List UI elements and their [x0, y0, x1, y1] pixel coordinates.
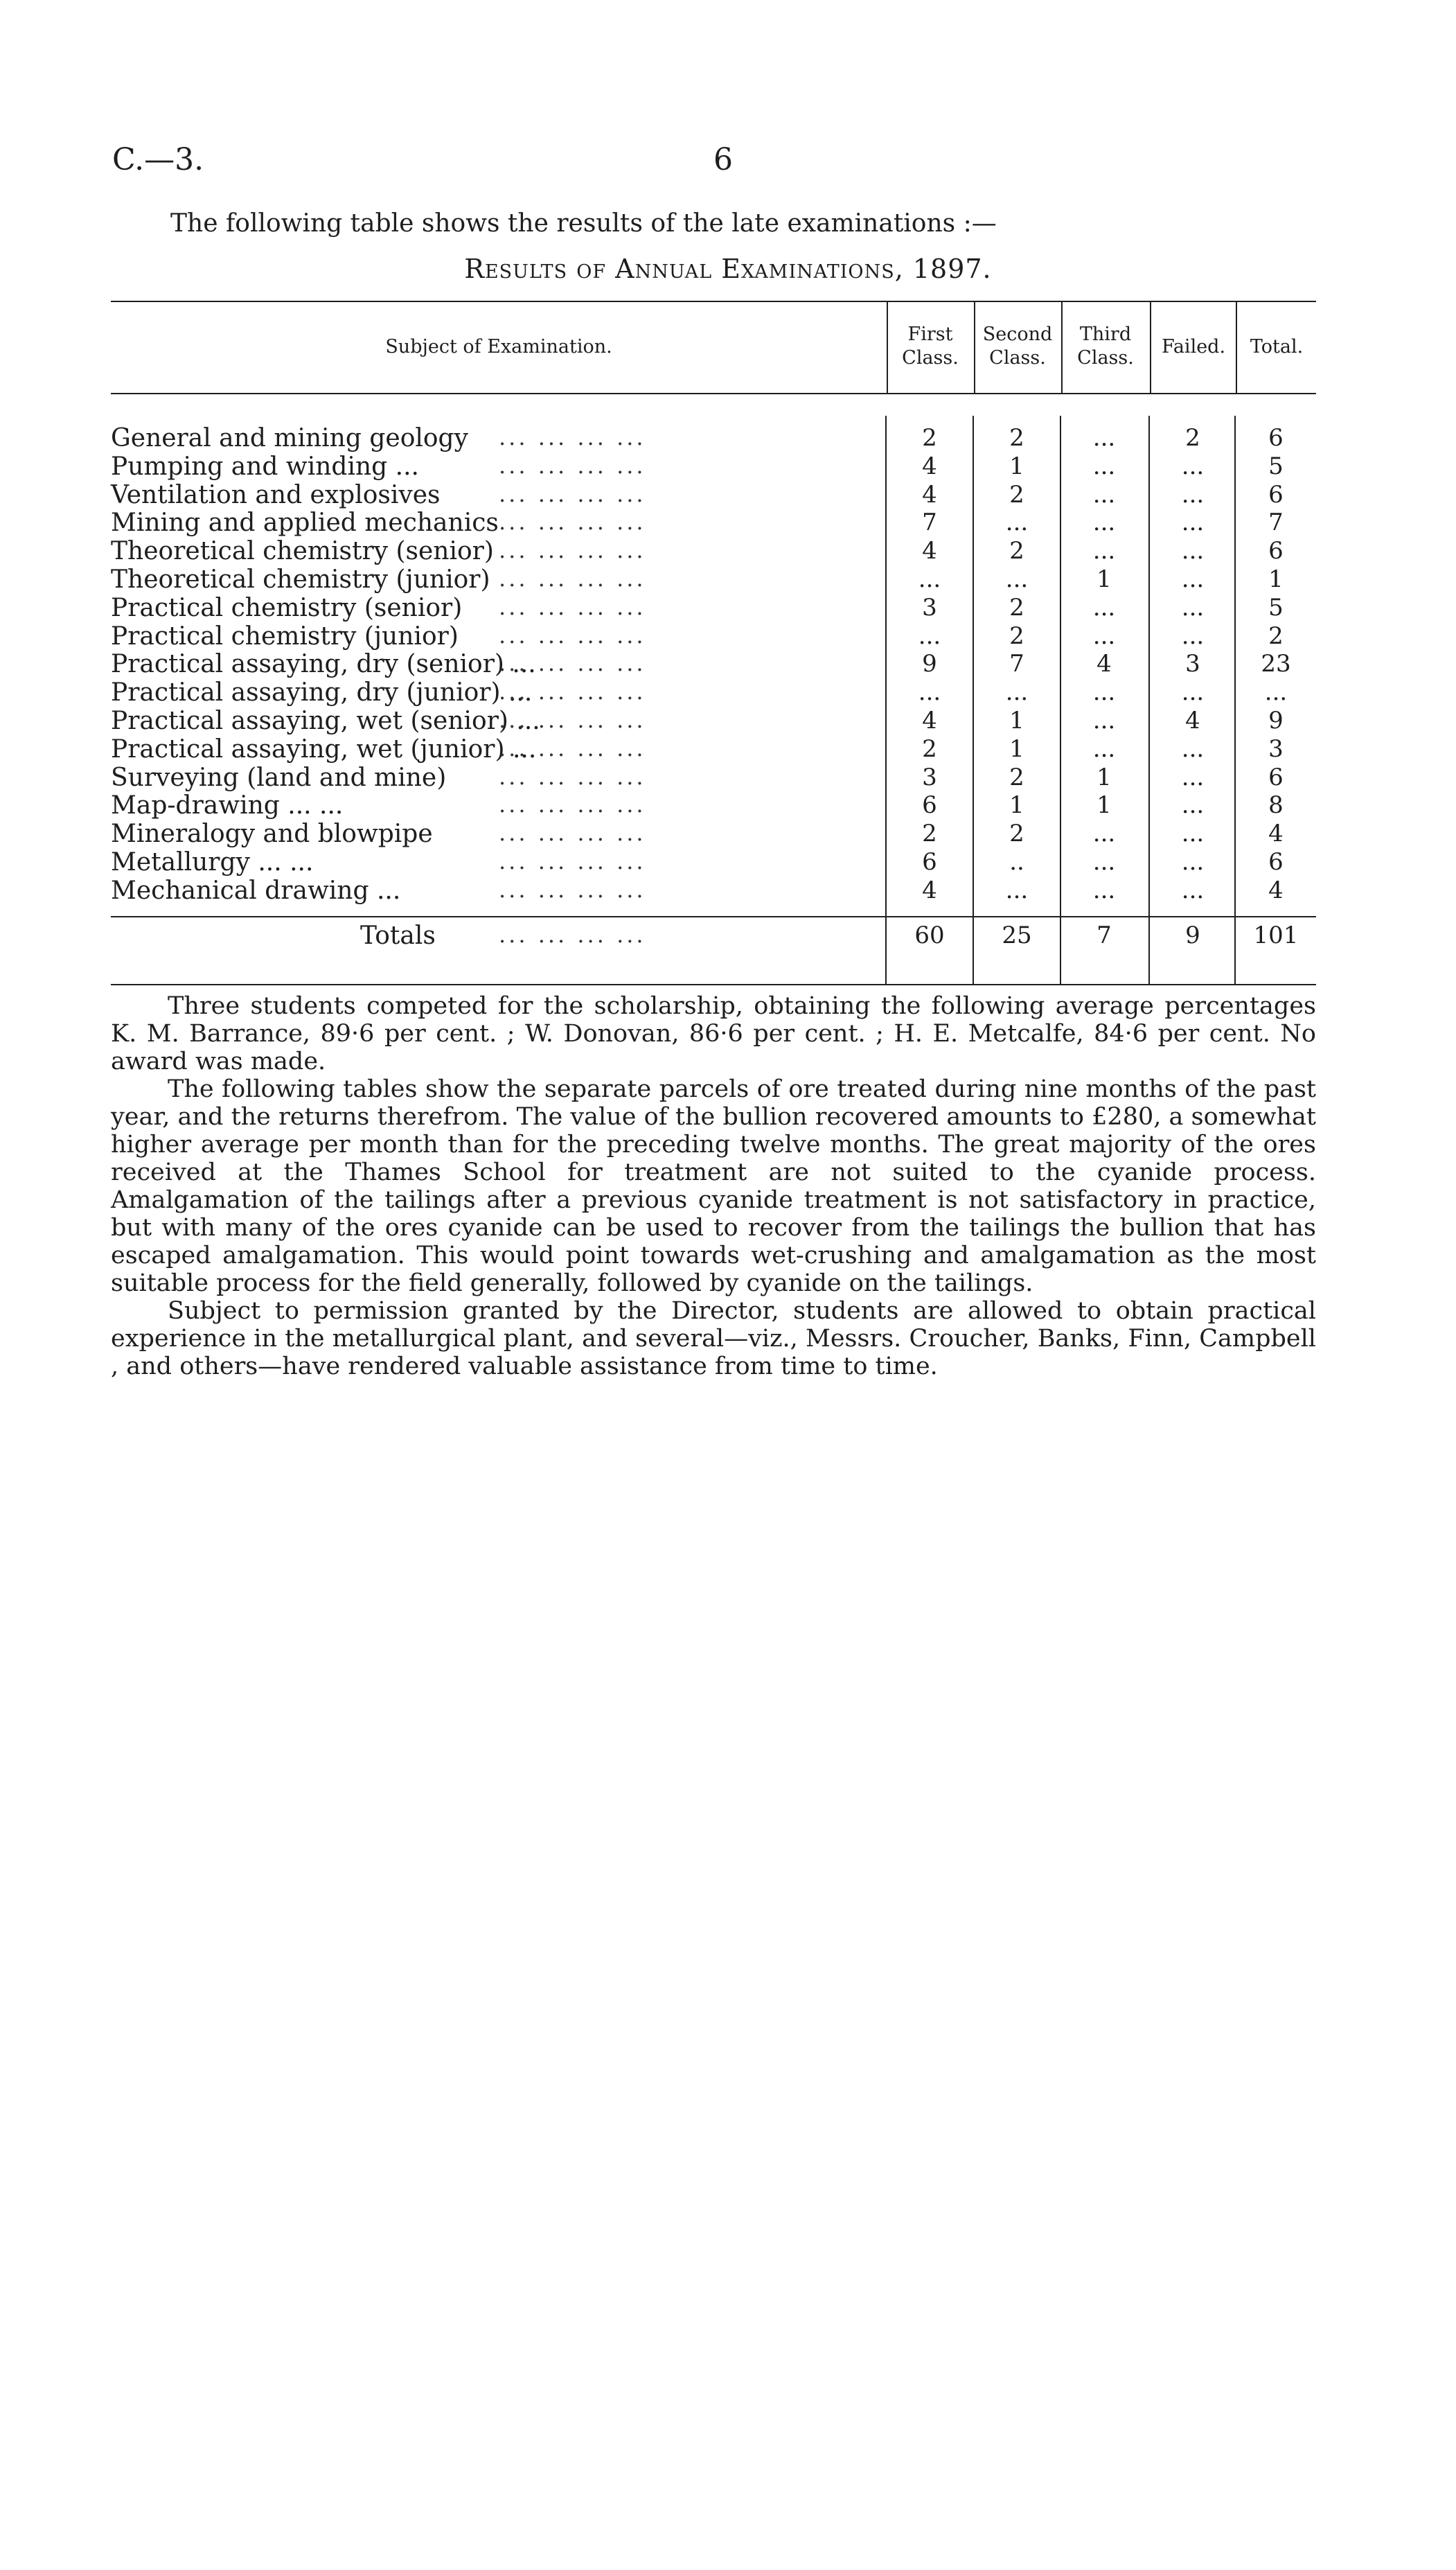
totals-top-rule: [111, 916, 1316, 917]
header-second-class: Second Class.: [982, 324, 1053, 369]
third-class-cell: ...: [1092, 509, 1116, 537]
second-class-cell: 2: [1009, 763, 1024, 791]
subject-cell: Practical assaying, dry (senior) ...: [111, 650, 536, 679]
subject-cell: Mechanical drawing ...: [111, 876, 401, 905]
table-row: [111, 424, 1316, 452]
second-class-cell: 2: [1009, 424, 1024, 452]
third-class-cell: ...: [1092, 848, 1116, 876]
third-class-cell: ...: [1092, 876, 1116, 904]
subject-cell: General and mining geology: [111, 424, 468, 452]
table-row: [111, 707, 1316, 734]
leader-dots: ... ... ... ...: [499, 424, 646, 450]
first-class-cell: 4: [922, 707, 937, 734]
document-reference: C.—3.: [112, 142, 204, 177]
second-class-cell: ...: [1005, 678, 1029, 707]
table-row: [111, 509, 1316, 536]
failed-cell: ...: [1181, 509, 1205, 537]
subject-cell: Practical assaying, wet (junior) ...: [111, 734, 537, 764]
totals-total: 101: [1253, 922, 1299, 949]
paragraph-ore-treatment: The following tables show the separate parcels of ore treated during nine months of the past year, and the returns therefrom. The value of the bullion recovered amounts to £280, a somewhat higher average per month than for the preceding twelve months. The great majority of the ores received at the Thames School for treatment are not suited to the cyanide process. Amalgamation of the tailings after a previous cyanide treatment is not satisfactory in practice, but with many of the ores cyanide can be used to recover from the tailings the bullion that has escaped amalgamation. This would point towards wet-crushing and amalgamation as the most suitable process for the field generally, followed by cyanide on the tailings.: [111, 1075, 1316, 1297]
leader-dots: ... ... ... ...: [499, 537, 646, 564]
first-class-cell: 2: [922, 424, 937, 452]
third-class-cell: ...: [1092, 820, 1116, 848]
totals-label: Totals: [360, 922, 436, 950]
table-title: Results of Annual Examinations, 1897.: [464, 254, 992, 284]
total-cell: 9: [1268, 707, 1284, 734]
subject-cell: Surveying (land and mine): [111, 763, 447, 792]
second-class-cell: 7: [1009, 650, 1024, 678]
leader-dots: ... ... ... ...: [499, 763, 646, 790]
second-class-cell: 2: [1009, 593, 1024, 622]
table-row: [111, 650, 1316, 678]
first-class-cell: ...: [918, 565, 941, 593]
failed-cell: 4: [1185, 707, 1200, 734]
failed-cell: ...: [1181, 848, 1205, 876]
totals-first: 60: [914, 922, 945, 949]
failed-cell: 2: [1185, 424, 1200, 452]
total-cell: ...: [1264, 678, 1288, 707]
table-row: [111, 565, 1316, 593]
subject-cell: Practical chemistry (junior): [111, 622, 459, 651]
failed-cell: ...: [1181, 678, 1205, 707]
leader-dots: ... ... ... ...: [499, 922, 646, 948]
second-class-cell: ..: [1009, 848, 1024, 876]
failed-cell: ...: [1181, 593, 1205, 622]
subject-cell: Theoretical chemistry (junior): [111, 565, 490, 594]
first-class-cell: 6: [922, 791, 937, 820]
table-bottom-rule: [111, 984, 1316, 985]
paragraph-scholarship: Three students competed for the scholarship, obtaining the following average percentages K. M. Barrance, 89·6 per cent. ; W. Donovan, 86·6 per cent. ; H. E. Metcalfe, 84·6 per cent. No award was made.: [111, 992, 1316, 1075]
failed-cell: ...: [1181, 565, 1205, 593]
totals-row: [111, 922, 1316, 949]
paragraph-practical-experience: Subject to permission granted by the Director, students are allowed to obtain practical experience in the metallurgical plant, and several—viz., Messrs. Croucher, Banks, Finn, Campbell , and others—have rendered valuable assistance from time to time.: [111, 1297, 1316, 1380]
header-bottom-rule: [111, 393, 1316, 394]
failed-cell: ...: [1181, 452, 1205, 480]
first-class-cell: 4: [922, 452, 937, 480]
first-class-cell: 4: [922, 480, 937, 509]
second-class-cell: ...: [1005, 565, 1029, 593]
leader-dots: ... ... ... ...: [499, 509, 646, 536]
failed-cell: ...: [1181, 734, 1205, 763]
third-class-cell: ...: [1092, 678, 1116, 707]
total-cell: 8: [1268, 791, 1284, 820]
second-class-cell: 1: [1009, 791, 1024, 820]
header-third-class: Third Class.: [1077, 324, 1134, 369]
leader-dots: ... ... ... ...: [499, 707, 646, 733]
failed-cell: ...: [1181, 763, 1205, 791]
second-class-cell: ...: [1005, 509, 1029, 537]
header-total: Total.: [1250, 336, 1304, 358]
total-cell: 7: [1268, 509, 1284, 537]
table-row: [111, 622, 1316, 650]
second-class-cell: 2: [1009, 537, 1024, 565]
total-cell: 6: [1268, 480, 1284, 509]
first-class-cell: 3: [922, 763, 937, 791]
table-top-rule: [111, 301, 1316, 302]
second-class-cell: 2: [1009, 622, 1024, 650]
table-row: [111, 820, 1316, 847]
failed-cell: 3: [1185, 650, 1200, 678]
failed-cell: ...: [1181, 480, 1205, 509]
first-class-cell: 2: [922, 820, 937, 848]
leader-dots: ... ... ... ...: [499, 848, 646, 874]
failed-cell: ...: [1181, 791, 1205, 820]
total-cell: 6: [1268, 537, 1284, 565]
third-class-cell: 4: [1097, 650, 1112, 678]
intro-text: The following table shows the results of the late examinations :—: [170, 209, 997, 238]
subject-cell: Practical assaying, dry (junior) ...: [111, 678, 533, 707]
header-subject: Subject of Examination.: [385, 336, 612, 358]
third-class-cell: ...: [1092, 593, 1116, 622]
first-class-cell: 4: [922, 537, 937, 565]
total-cell: 2: [1268, 622, 1284, 650]
failed-cell: ...: [1181, 622, 1205, 650]
leader-dots: ... ... ... ...: [499, 650, 646, 677]
second-class-cell: ...: [1005, 876, 1029, 904]
third-class-cell: ...: [1092, 424, 1116, 452]
subject-cell: Practical assaying, wet (senior) ...: [111, 707, 540, 735]
table-row: [111, 678, 1316, 706]
leader-dots: ... ... ... ...: [499, 565, 646, 592]
totals-third: 7: [1097, 922, 1112, 949]
leader-dots: ... ... ... ...: [499, 678, 646, 705]
second-class-cell: 1: [1009, 707, 1024, 734]
third-class-cell: ...: [1092, 622, 1116, 650]
subject-cell: Map-drawing ... ...: [111, 791, 344, 820]
table-row: [111, 594, 1316, 622]
subject-cell: Mining and applied mechanics: [111, 509, 499, 538]
total-cell: 1: [1268, 565, 1284, 593]
first-class-cell: 4: [922, 876, 937, 904]
table-row: [111, 481, 1316, 509]
second-class-cell: 2: [1009, 820, 1024, 848]
leader-dots: ... ... ... ...: [499, 622, 646, 649]
subject-cell: Theoretical chemistry (senior): [111, 537, 494, 566]
subject-cell: Metallurgy ... ...: [111, 848, 314, 877]
table-row: [111, 452, 1316, 480]
header-first-class: First Class.: [902, 324, 959, 369]
total-cell: 5: [1268, 452, 1284, 480]
total-cell: 3: [1268, 734, 1284, 763]
table-row: [111, 791, 1316, 819]
first-class-cell: ...: [918, 678, 941, 707]
first-class-cell: 2: [922, 734, 937, 763]
second-class-cell: 2: [1009, 480, 1024, 509]
total-cell: 5: [1268, 593, 1284, 622]
third-class-cell: ...: [1092, 452, 1116, 480]
failed-cell: ...: [1181, 820, 1205, 848]
third-class-cell: ...: [1092, 480, 1116, 509]
leader-dots: ... ... ... ...: [499, 734, 646, 762]
second-class-cell: 1: [1009, 734, 1024, 763]
total-cell: 4: [1268, 820, 1284, 848]
total-cell: 6: [1268, 763, 1284, 791]
subject-cell: Mineralogy and blowpipe: [111, 820, 433, 849]
leader-dots: ... ... ... ...: [499, 791, 646, 818]
third-class-cell: 1: [1097, 763, 1112, 791]
subject-cell: Practical chemistry (senior): [111, 593, 463, 622]
totals-second: 25: [1002, 922, 1032, 949]
subject-cell: Ventilation and explosives: [111, 480, 441, 509]
totals-failed: 9: [1185, 922, 1200, 949]
leader-dots: ... ... ... ...: [499, 480, 646, 507]
leader-dots: ... ... ... ...: [499, 876, 646, 903]
header-failed: Failed.: [1161, 336, 1226, 358]
leader-dots: ... ... ... ...: [499, 452, 646, 479]
failed-cell: ...: [1181, 876, 1205, 904]
total-cell: 23: [1261, 650, 1291, 678]
first-class-cell: ...: [918, 622, 941, 650]
subject-cell: Pumping and winding ...: [111, 452, 419, 481]
first-class-cell: 9: [922, 650, 937, 678]
third-class-cell: ...: [1092, 537, 1116, 565]
first-class-cell: 6: [922, 848, 937, 876]
third-class-cell: 1: [1097, 791, 1112, 820]
third-class-cell: ...: [1092, 734, 1116, 763]
page-number: 6: [713, 142, 733, 177]
table-row: [111, 848, 1316, 876]
total-cell: 4: [1268, 876, 1284, 904]
table-row: [111, 764, 1316, 791]
table-row: [111, 537, 1316, 565]
first-class-cell: 7: [922, 509, 937, 537]
total-cell: 6: [1268, 848, 1284, 876]
leader-dots: ... ... ... ...: [499, 820, 646, 847]
third-class-cell: ...: [1092, 707, 1116, 734]
total-cell: 6: [1268, 424, 1284, 452]
table-row: [111, 735, 1316, 763]
second-class-cell: 1: [1009, 452, 1024, 480]
third-class-cell: 1: [1097, 565, 1112, 593]
first-class-cell: 3: [922, 593, 937, 622]
table-row: [111, 877, 1316, 904]
failed-cell: ...: [1181, 537, 1205, 565]
leader-dots: ... ... ... ...: [499, 593, 646, 620]
